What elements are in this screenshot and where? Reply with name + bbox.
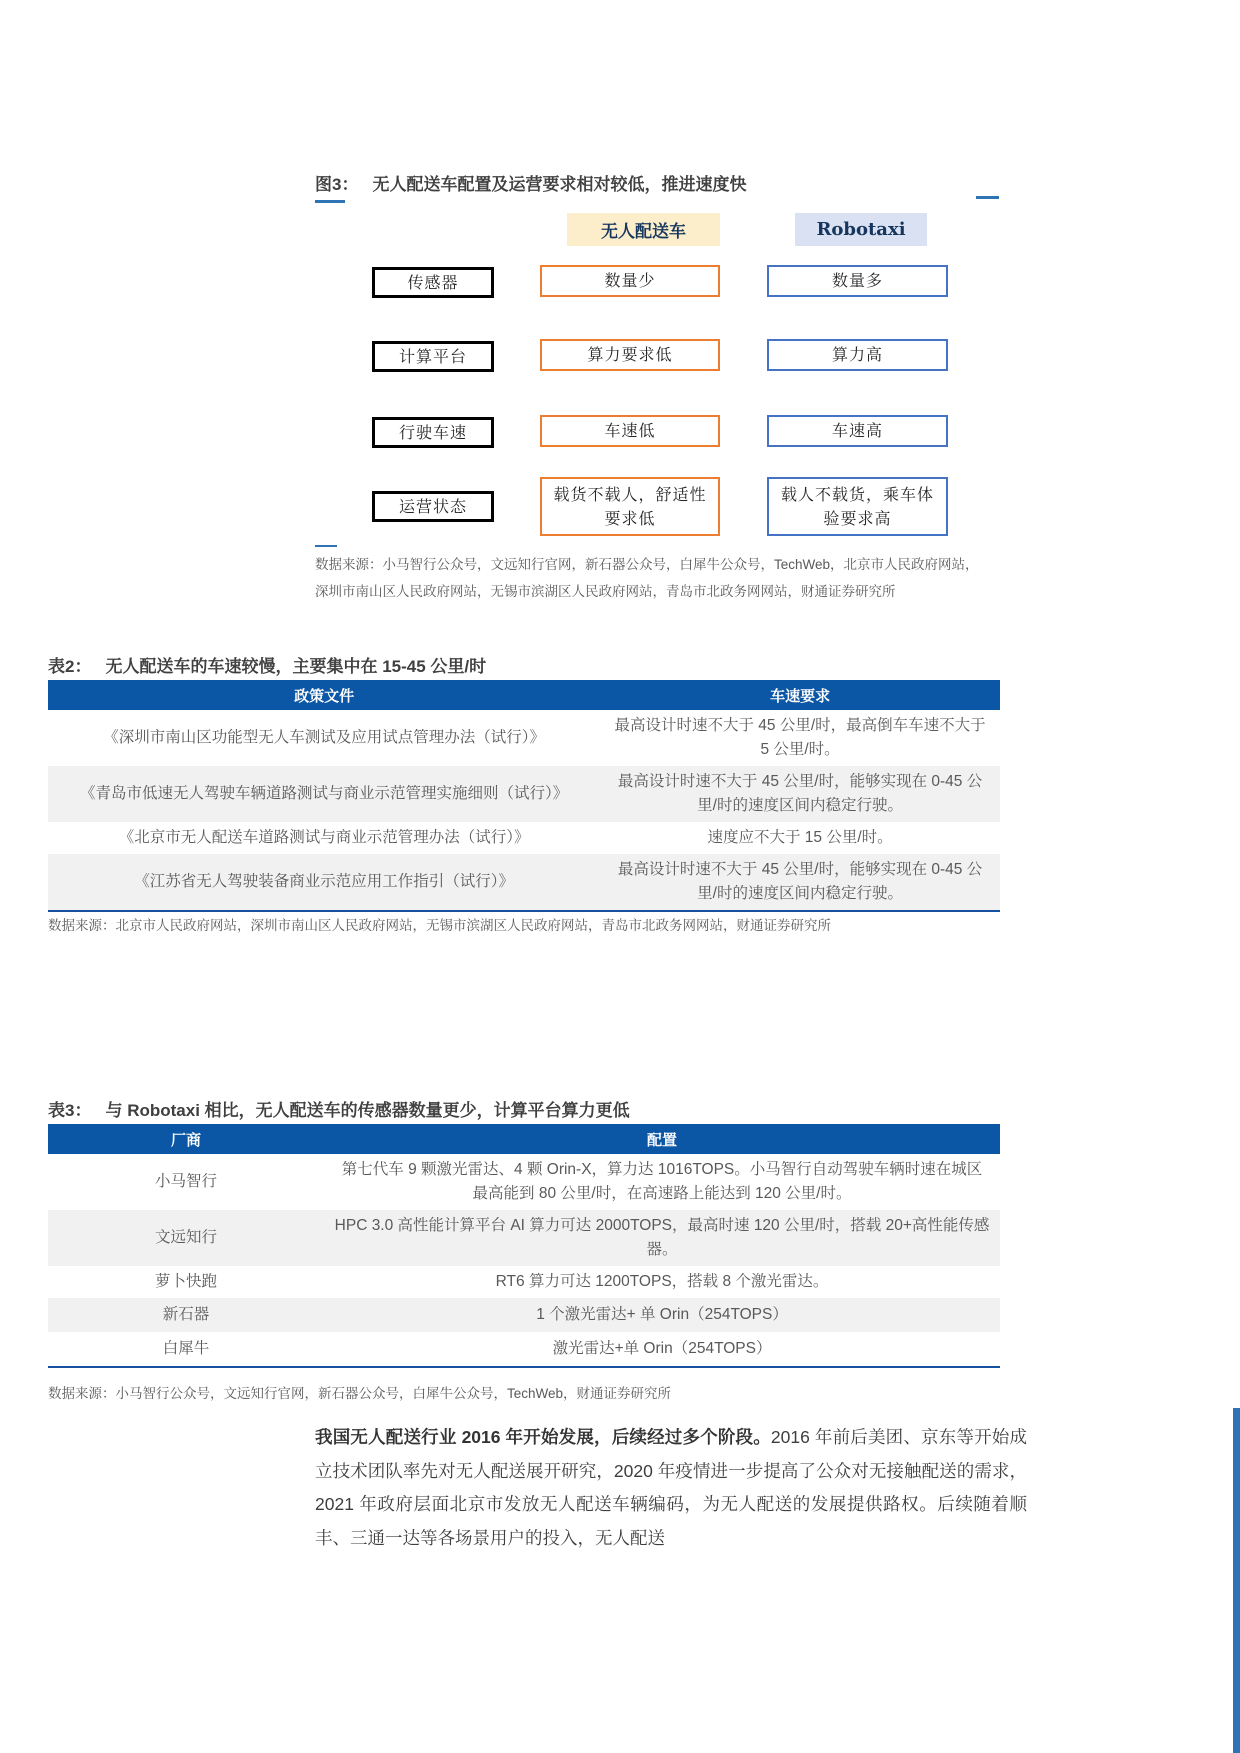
table-row: [48, 1298, 1000, 1332]
table-row: [48, 1332, 1000, 1366]
table-row: [48, 766, 1000, 822]
table3-source: 数据来源：小马智行公众号，文远知行官网，新石器公众号，白犀牛公众号，TechWeb，财通证券研究所: [48, 1386, 672, 1401]
fig-robotaxi-compute: [767, 339, 948, 371]
fig-row-label-compute: [372, 341, 494, 372]
config-cell: 1 个激光雷达+ 单 Orin（254TOPS）: [536, 1306, 788, 1323]
table2-header-row: [48, 680, 1000, 710]
figure3-title-text: 无人配送车配置及运营要求相对较低，推进速度快: [372, 175, 747, 194]
table-row: [48, 710, 1000, 766]
figure3-title-rule-end: [976, 196, 999, 199]
paragraph-text: 2016 年前后美团、京东等开始成立技术团队率先对无人配送展开研究，2020 年疫情进一步提高了公众对无接触配送的需求，2021 年政府层面北京市发放无人配送车辆编码，为无人配送的发展提供路权。后续随着顺丰、三通一达等各场景用户的投入，无人配送: [315, 1427, 1027, 1548]
fig-robotaxi-operation: [767, 477, 948, 536]
fig-label-text: 传感器: [407, 272, 459, 292]
table-row: [48, 854, 1000, 910]
policy-cell: 《江苏省无人驾驶装备商业示范应用工作指引（试行）》: [134, 873, 514, 890]
fig-row-label-sensor: [372, 267, 494, 298]
badge-robotaxi: [795, 213, 927, 246]
fig-cell-text: 车速低: [604, 421, 656, 440]
table3-title: [48, 1096, 630, 1121]
fig-delivery-speed: [540, 415, 720, 447]
fig-cell-text: 载货不载人，舒适性要求低: [553, 484, 707, 528]
table-row: [48, 822, 1000, 854]
config-cell: 第七代车 9 颗激光雷达、4 颗 Orin-X，算力达 1016TOPS。小马智行自动驾驶车辆时速在城区最高能到 80 公里/时，在高速路上能达到 120 公里/时。: [341, 1161, 983, 1202]
fig-cell-text: 车速高: [831, 421, 883, 440]
table3-header-config: 配置: [647, 1131, 678, 1149]
table2-header-policy: 政策文件: [294, 687, 355, 705]
table3-header-vendor: 厂商: [171, 1131, 202, 1149]
vendor-cell: 文远知行: [155, 1229, 218, 1246]
vendor-cell: 新石器: [162, 1306, 210, 1323]
table2-title-text: 无人配送车的车速较慢，主要集中在 15-45 公里/时: [105, 657, 487, 676]
table3-title-text: 与 Robotaxi 相比，无人配送车的传感器数量更少，计算平台算力更低: [105, 1101, 630, 1120]
speed-cell: 速度应不大于 15 公里/时。: [707, 829, 893, 846]
fig-delivery-sensor: [540, 265, 720, 297]
config-cell: 激光雷达+单 Orin（254TOPS）: [552, 1340, 772, 1357]
page-edge-bar: [1233, 1408, 1240, 1753]
speed-cell: 最高设计时速不大于 45 公里/时，最高倒车车速不大于 5 公里/时。: [614, 717, 986, 758]
policy-cell: 《青岛市低速无人驾驶车辆道路测试与商业示范管理实施细则（试行）》: [79, 785, 569, 802]
fig-robotaxi-speed: [767, 415, 948, 447]
table2: [48, 680, 1000, 912]
fig-delivery-compute: [540, 339, 720, 371]
badge-delivery-label: 无人配送车: [601, 222, 686, 242]
config-cell: HPC 3.0 高性能计算平台 AI 算力可达 2000TOPS，最高时速 120 公里/时，搭载 20+高性能传感器。: [334, 1217, 990, 1258]
badge-delivery-vehicle: [567, 213, 720, 246]
config-cell: RT6 算力可达 1200TOPS，搭载 8 个激光雷达。: [495, 1273, 829, 1290]
figure3-title: [315, 170, 746, 195]
fig-row-label-operation: [372, 491, 494, 522]
table3-body: [48, 1154, 1000, 1366]
fig-cell-text: 算力高: [831, 345, 883, 364]
fig-cell-text: 数量少: [604, 271, 656, 290]
figure3-label: 图3：: [315, 175, 359, 194]
badge-robotaxi-label: Robotaxi: [816, 219, 906, 240]
vendor-cell: 小马智行: [155, 1173, 218, 1190]
paragraph-lead: 我国无人配送行业 2016 年开始发展，后续经过多个阶段。: [315, 1427, 771, 1447]
table3: [48, 1124, 1000, 1368]
fig-cell-text: 载人不载货，乘车体验要求高: [780, 484, 934, 528]
figure3-title-underline: [315, 200, 345, 203]
figure3-source: [315, 551, 979, 605]
fig-row-label-speed: [372, 417, 494, 448]
policy-cell: 《北京市无人配送车道路测试与商业示范管理办法（试行）》: [118, 829, 530, 846]
fig-robotaxi-sensor: [767, 265, 948, 297]
fig-cell-text: 算力要求低: [587, 345, 673, 364]
table2-label: 表2：: [48, 657, 92, 676]
table3-label: 表3：: [48, 1101, 92, 1120]
table2-title: [48, 652, 486, 677]
table2-body: [48, 710, 1000, 910]
table-row: [48, 1210, 1000, 1266]
table2-source: 数据来源：北京市人民政府网站，深圳市南山区人民政府网站，无锡市滨湖区人民政府网站，青岛市北政务网网站，财通证券研究所: [48, 918, 831, 933]
figure3-source-dash: [315, 545, 337, 547]
policy-cell: 《深圳市南山区功能型无人车测试及应用试点管理办法（试行）》: [103, 729, 545, 746]
fig-label-text: 行驶车速: [398, 422, 467, 442]
vendor-cell: 白犀牛: [162, 1340, 210, 1357]
fig-cell-text: 数量多: [831, 271, 883, 290]
table-row: [48, 1266, 1000, 1298]
speed-cell: 最高设计时速不大于 45 公里/时，能够实现在 0-45 公里/时的速度区间内稳定行驶。: [617, 773, 983, 814]
body-paragraph: [315, 1421, 1027, 1555]
speed-cell: 最高设计时速不大于 45 公里/时，能够实现在 0-45 公里/时的速度区间内稳定行驶。: [617, 861, 983, 902]
fig-delivery-operation: [540, 477, 720, 536]
table3-header-row: [48, 1124, 1000, 1154]
figure3-source-line2: 深圳市南山区人民政府网站，无锡市滨湖区人民政府网站，青岛市北政务网网站，财通证券研究所: [315, 584, 896, 599]
fig-label-text: 计算平台: [398, 346, 467, 366]
vendor-cell: 萝卜快跑: [155, 1273, 218, 1290]
figure3-source-line1: 数据来源：小马智行公众号，文远知行官网，新石器公众号，白犀牛公众号，TechWeb，北京市人民政府网站，: [315, 557, 979, 572]
table2-header-speed: 车速要求: [770, 687, 831, 705]
table-row: [48, 1154, 1000, 1210]
fig-label-text: 运营状态: [398, 496, 467, 516]
